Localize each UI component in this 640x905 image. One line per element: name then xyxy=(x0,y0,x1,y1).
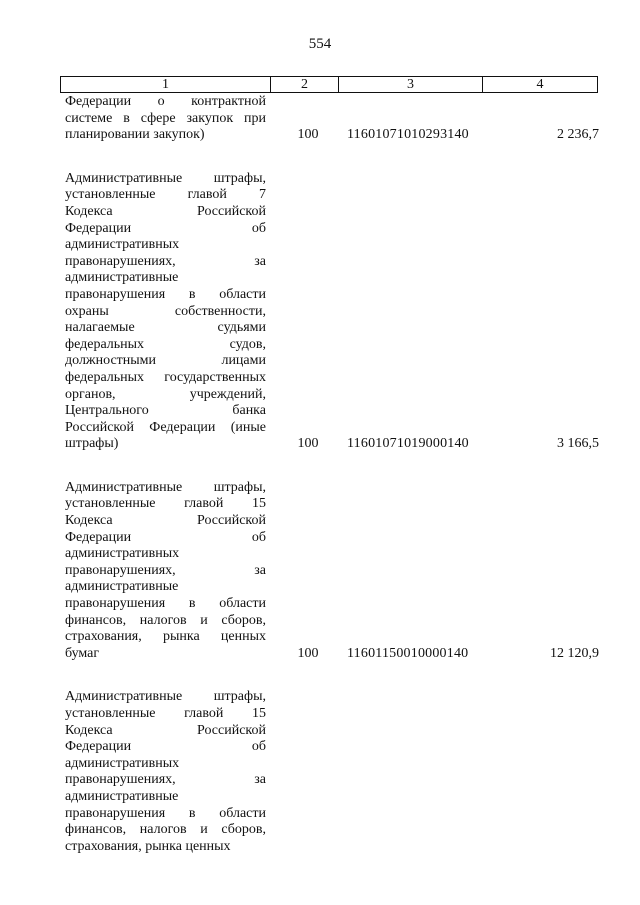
description-line: финансов, налогов и сборов, xyxy=(65,822,266,838)
description-line: федеральных судов, xyxy=(65,336,266,352)
page-number: 554 xyxy=(308,36,332,52)
description-line: Административные штрафы, xyxy=(65,479,266,495)
row-column-2: 100 xyxy=(297,127,319,143)
description-line: правонарушения в области xyxy=(65,286,266,302)
description-line: правонарушениях, за xyxy=(65,562,266,578)
header-col-2: 2 xyxy=(271,77,339,92)
header-col-1: 1 xyxy=(61,77,271,92)
row-gap xyxy=(0,144,640,171)
description-line: административных xyxy=(65,237,180,253)
table-row xyxy=(0,480,640,663)
row-description xyxy=(65,171,266,453)
description-line: Федерации о контрактной xyxy=(65,94,266,109)
row-gap xyxy=(0,453,640,480)
row-amount: 3 166,5 xyxy=(557,436,599,452)
row-column-2: 100 xyxy=(297,645,319,661)
description-line: Кодекса Российской xyxy=(65,513,266,529)
description-line: Федерации об xyxy=(65,529,266,545)
description-line: страхования, рынка ценных xyxy=(65,838,231,854)
header-col-3: 3 xyxy=(339,77,483,92)
description-line: Федерации об xyxy=(65,220,266,236)
description-line: планировании закупок) xyxy=(65,127,205,143)
description-line: охраны собственности, xyxy=(65,303,266,319)
table-body xyxy=(0,94,640,855)
description-line: Центрального банка xyxy=(65,403,266,419)
description-line: системе в сфере закупок при xyxy=(65,110,266,126)
description-line: Административные штрафы, xyxy=(65,689,266,705)
description-line: штрафы) xyxy=(65,436,119,452)
row-amount: 2 236,7 xyxy=(557,127,599,143)
table-row xyxy=(0,171,640,453)
description-line: Российской Федерации (иные xyxy=(65,419,266,435)
description-line: административные xyxy=(65,579,179,595)
description-line: Административные штрафы, xyxy=(65,170,266,186)
description-line: федеральных государственных xyxy=(65,369,266,385)
row-description xyxy=(65,689,266,855)
row-code: 11601150010000140 xyxy=(347,645,469,661)
description-line: административных xyxy=(65,755,180,771)
description-line: правонарушения в области xyxy=(65,805,266,821)
header-col-4: 4 xyxy=(536,77,544,92)
table-row xyxy=(0,94,640,144)
description-line: бумаг xyxy=(65,645,100,661)
description-line: налагаемые судьями xyxy=(65,320,266,336)
description-line: Кодекса Российской xyxy=(65,203,266,219)
row-gap xyxy=(0,662,640,689)
row-code: 11601071010293140 xyxy=(347,127,469,143)
description-line: установленные главой 15 xyxy=(65,496,266,512)
row-column-2: 100 xyxy=(297,436,319,452)
row-code: 11601071019000140 xyxy=(347,436,469,452)
description-line: Федерации об xyxy=(65,739,266,755)
description-line: правонарушениях, за xyxy=(65,772,266,788)
description-line: административные xyxy=(65,788,179,804)
row-description xyxy=(65,94,266,144)
description-line: установленные главой 7 xyxy=(65,187,266,203)
description-line: административные xyxy=(65,270,179,286)
table-row xyxy=(0,689,640,855)
description-line: органов, учреждений, xyxy=(65,386,266,402)
description-line: страхования, рынка ценных xyxy=(65,629,266,645)
description-line: финансов, налогов и сборов, xyxy=(65,612,266,628)
row-amount: 12 120,9 xyxy=(550,645,599,661)
row-description xyxy=(65,480,266,663)
description-line: установленные главой 15 xyxy=(65,706,266,721)
description-line: административных xyxy=(65,546,180,562)
description-line: правонарушения в области xyxy=(65,596,266,612)
description-line: должностными лицами xyxy=(65,353,266,369)
description-line: Кодекса Российской xyxy=(65,722,266,738)
table-header xyxy=(60,76,598,93)
description-line: правонарушениях, за xyxy=(65,253,266,269)
